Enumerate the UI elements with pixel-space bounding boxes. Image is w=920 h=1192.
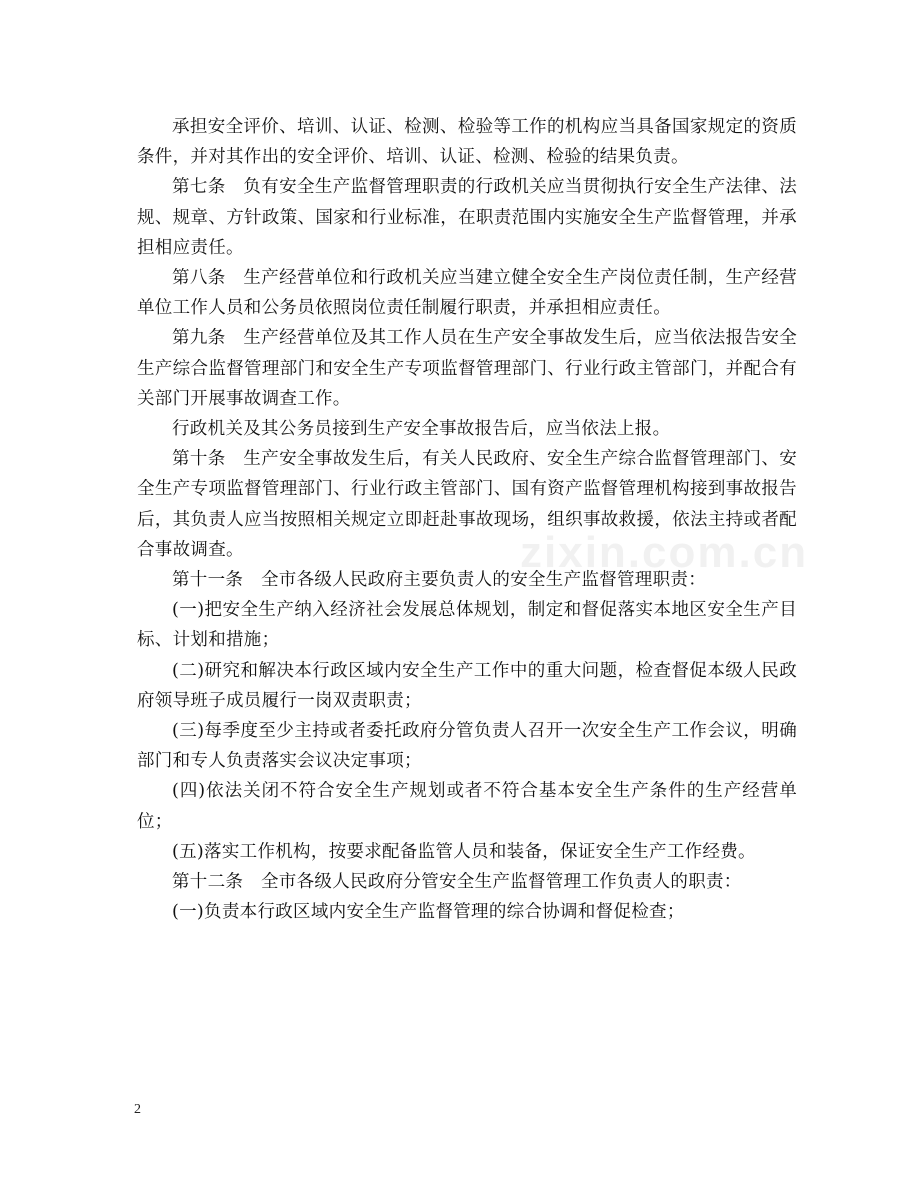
paragraph-article-11-item-4: (四)依法关闭不符合安全生产规划或者不符合基本安全生产条件的生产经营单位； [137, 781, 797, 832]
paragraph-article-12: 第十二条 全市各级人民政府分管安全生产监督管理工作负责人的职责： [172, 872, 742, 893]
document-body [137, 112, 797, 927]
paragraph-article-11-item-5: (五)落实工作机构，按要求配备监管人员和装备，保证安全生产工作经费。 [172, 841, 756, 862]
paragraph-article-8: 第八条 生产经营单位和行政机关应当建立健全安全生产岗位责任制，生产经营单位工作人员和公务员依照岗位责任制履行职责，并承担相应责任。 [137, 268, 797, 319]
paragraph-article-10: 第十条 生产安全事故发生后，有关人民政府、安全生产综合监督管理部门、安全生产专项监督管理部门、行业行政主管部门、国有资产监督管理机构接到事故报告后，其负责人应当按照相关规定立即赶赴事故现场，组织事故救援，依法主持或者配合事故调查。 [137, 449, 797, 560]
paragraph-article-9: 第九条 生产经营单位及其工作人员在生产安全事故发生后，应当依法报告安全生产综合监督管理部门和安全生产专项监督管理部门、行业行政主管部门，并配合有关部门开展事故调查工作。 [137, 328, 797, 409]
paragraph-article-9-report: 行政机关及其公务员接到生产安全事故报告后，应当依法上报。 [172, 419, 671, 440]
page-number: 2 [134, 1102, 141, 1117]
paragraph-article-11-item-2: (二)研究和解决本行政区域内安全生产工作中的重大问题，检查督促本级人民政府领导班子成员履行一岗双责职责； [137, 660, 797, 711]
paragraph-article-11: 第十一条 全市各级人民政府主要负责人的安全生产监督管理职责： [172, 570, 706, 591]
watermark: zixin.com.cn [520, 528, 809, 577]
paragraph-article-11-item-3: (三)每季度至少主持或者委托政府分管负责人召开一次安全生产工作会议，明确部门和专人负责落实会议决定事项； [137, 721, 797, 772]
paragraph-qualification: 承担安全评价、培训、认证、检测、检验等工作的机构应当具备国家规定的资质条件，并对其作出的安全评价、培训、认证、检测、检验的结果负责。 [137, 117, 797, 168]
paragraph-article-12-item-1: (一)负责本行政区域内安全生产监督管理的综合协调和督促检查； [172, 902, 685, 923]
paragraph-article-11-item-1: (一)把安全生产纳入经济社会发展总体规划，制定和督促落实本地区安全生产目标、计划和措施； [137, 600, 797, 651]
paragraph-article-7: 第七条 负有安全生产监督管理职责的行政机关应当贯彻执行安全生产法律、法规、规章、方针政策、国家和行业标准，在职责范围内实施安全生产监督管理，并承担相应责任。 [137, 177, 797, 258]
